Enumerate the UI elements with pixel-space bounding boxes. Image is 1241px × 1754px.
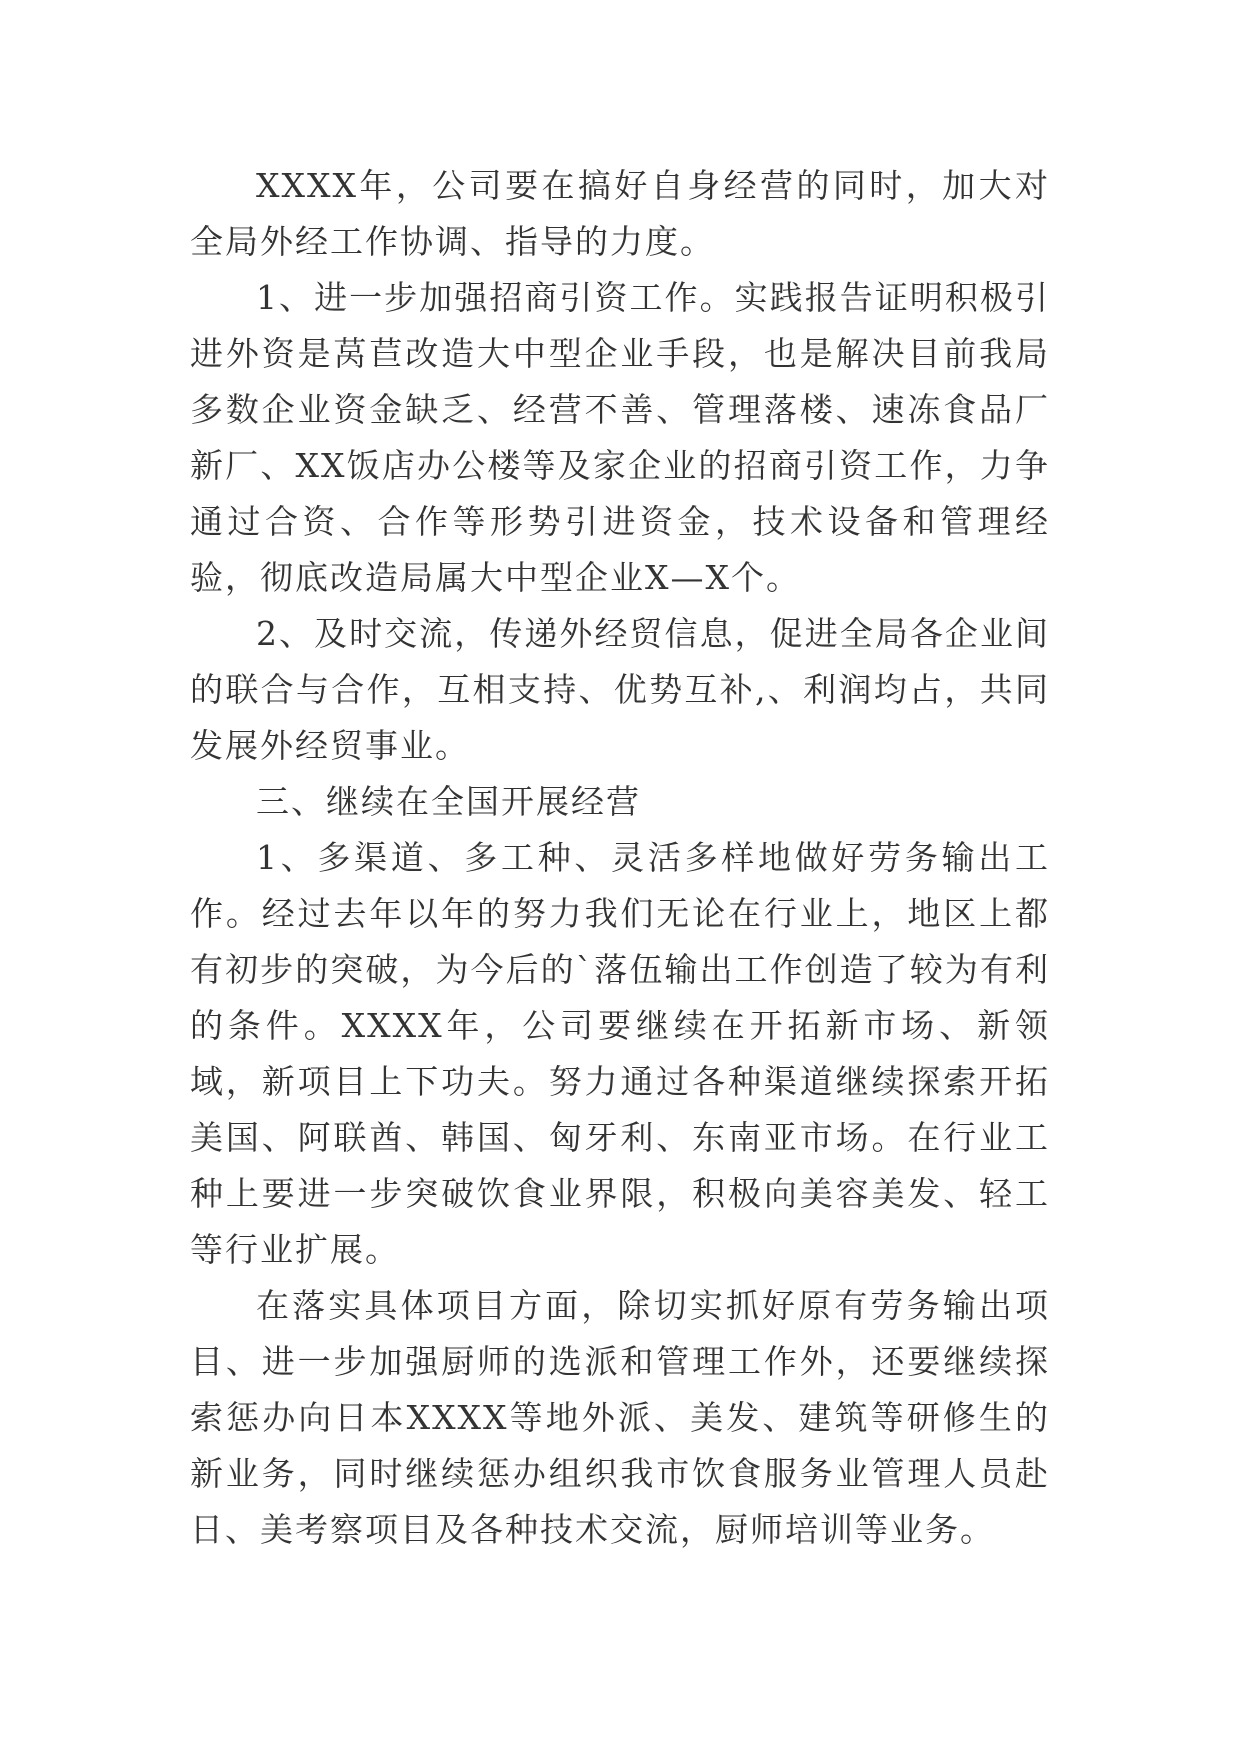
paragraph-intro: XXXX年，公司要在搞好自身经营的同时，加大对全局外经工作协调、指导的力度。 [190, 166, 1050, 261]
section-heading: 三、继续在全国开展经营 [256, 782, 641, 821]
paragraph-projects: 在落实具体项目方面，除切实抓好原有劳务输出项目、进一步加强厨师的选派和管理工作外，还要继续探索惩办向日本XXXX等地外派、美发、建筑等研修生的新业务，同时继续惩办组织我市饮食服务业管理人员赴日、美考察项目及各种技术交流，厨师培训等业务。 [190, 1286, 1050, 1549]
paragraph-exchange: 2、及时交流，传递外经贸信息，促进全局各企业间的联合与合作，互相支持、优势互补,、利润均占，共同发展外经贸事业。 [190, 614, 1050, 765]
paragraph-investment: 1、进一步加强招商引资工作。实践报告证明积极引进外资是莴苣改造大中型企业手段，也是解决目前我局多数企业资金缺乏、经营不善、管理落楼、速冻食品厂新厂、XX饭店办公楼等及家企业的招商引资工作，力争通过合资、合作等形势引进资金，技术设备和管理经验，彻底改造局属大中型企业X—X个。 [190, 278, 1050, 597]
document-body [190, 158, 1050, 1558]
paragraph-labor-export: 1、多渠道、多工种、灵活多样地做好劳务输出工作。经过去年以年的努力我们无论在行业上，地区上都有初步的突破，为今后的`落伍输出工作创造了较为有利的条件。XXXX年，公司要继续在开拓新市场、新领域，新项目上下功夫。努力通过各种渠道继续探索开拓美国、阿联酋、韩国、匈牙利、东南亚市场。在行业工种上要进一步突破饮食业界限，积极向美容美发、轻工等行业扩展。 [190, 838, 1050, 1269]
